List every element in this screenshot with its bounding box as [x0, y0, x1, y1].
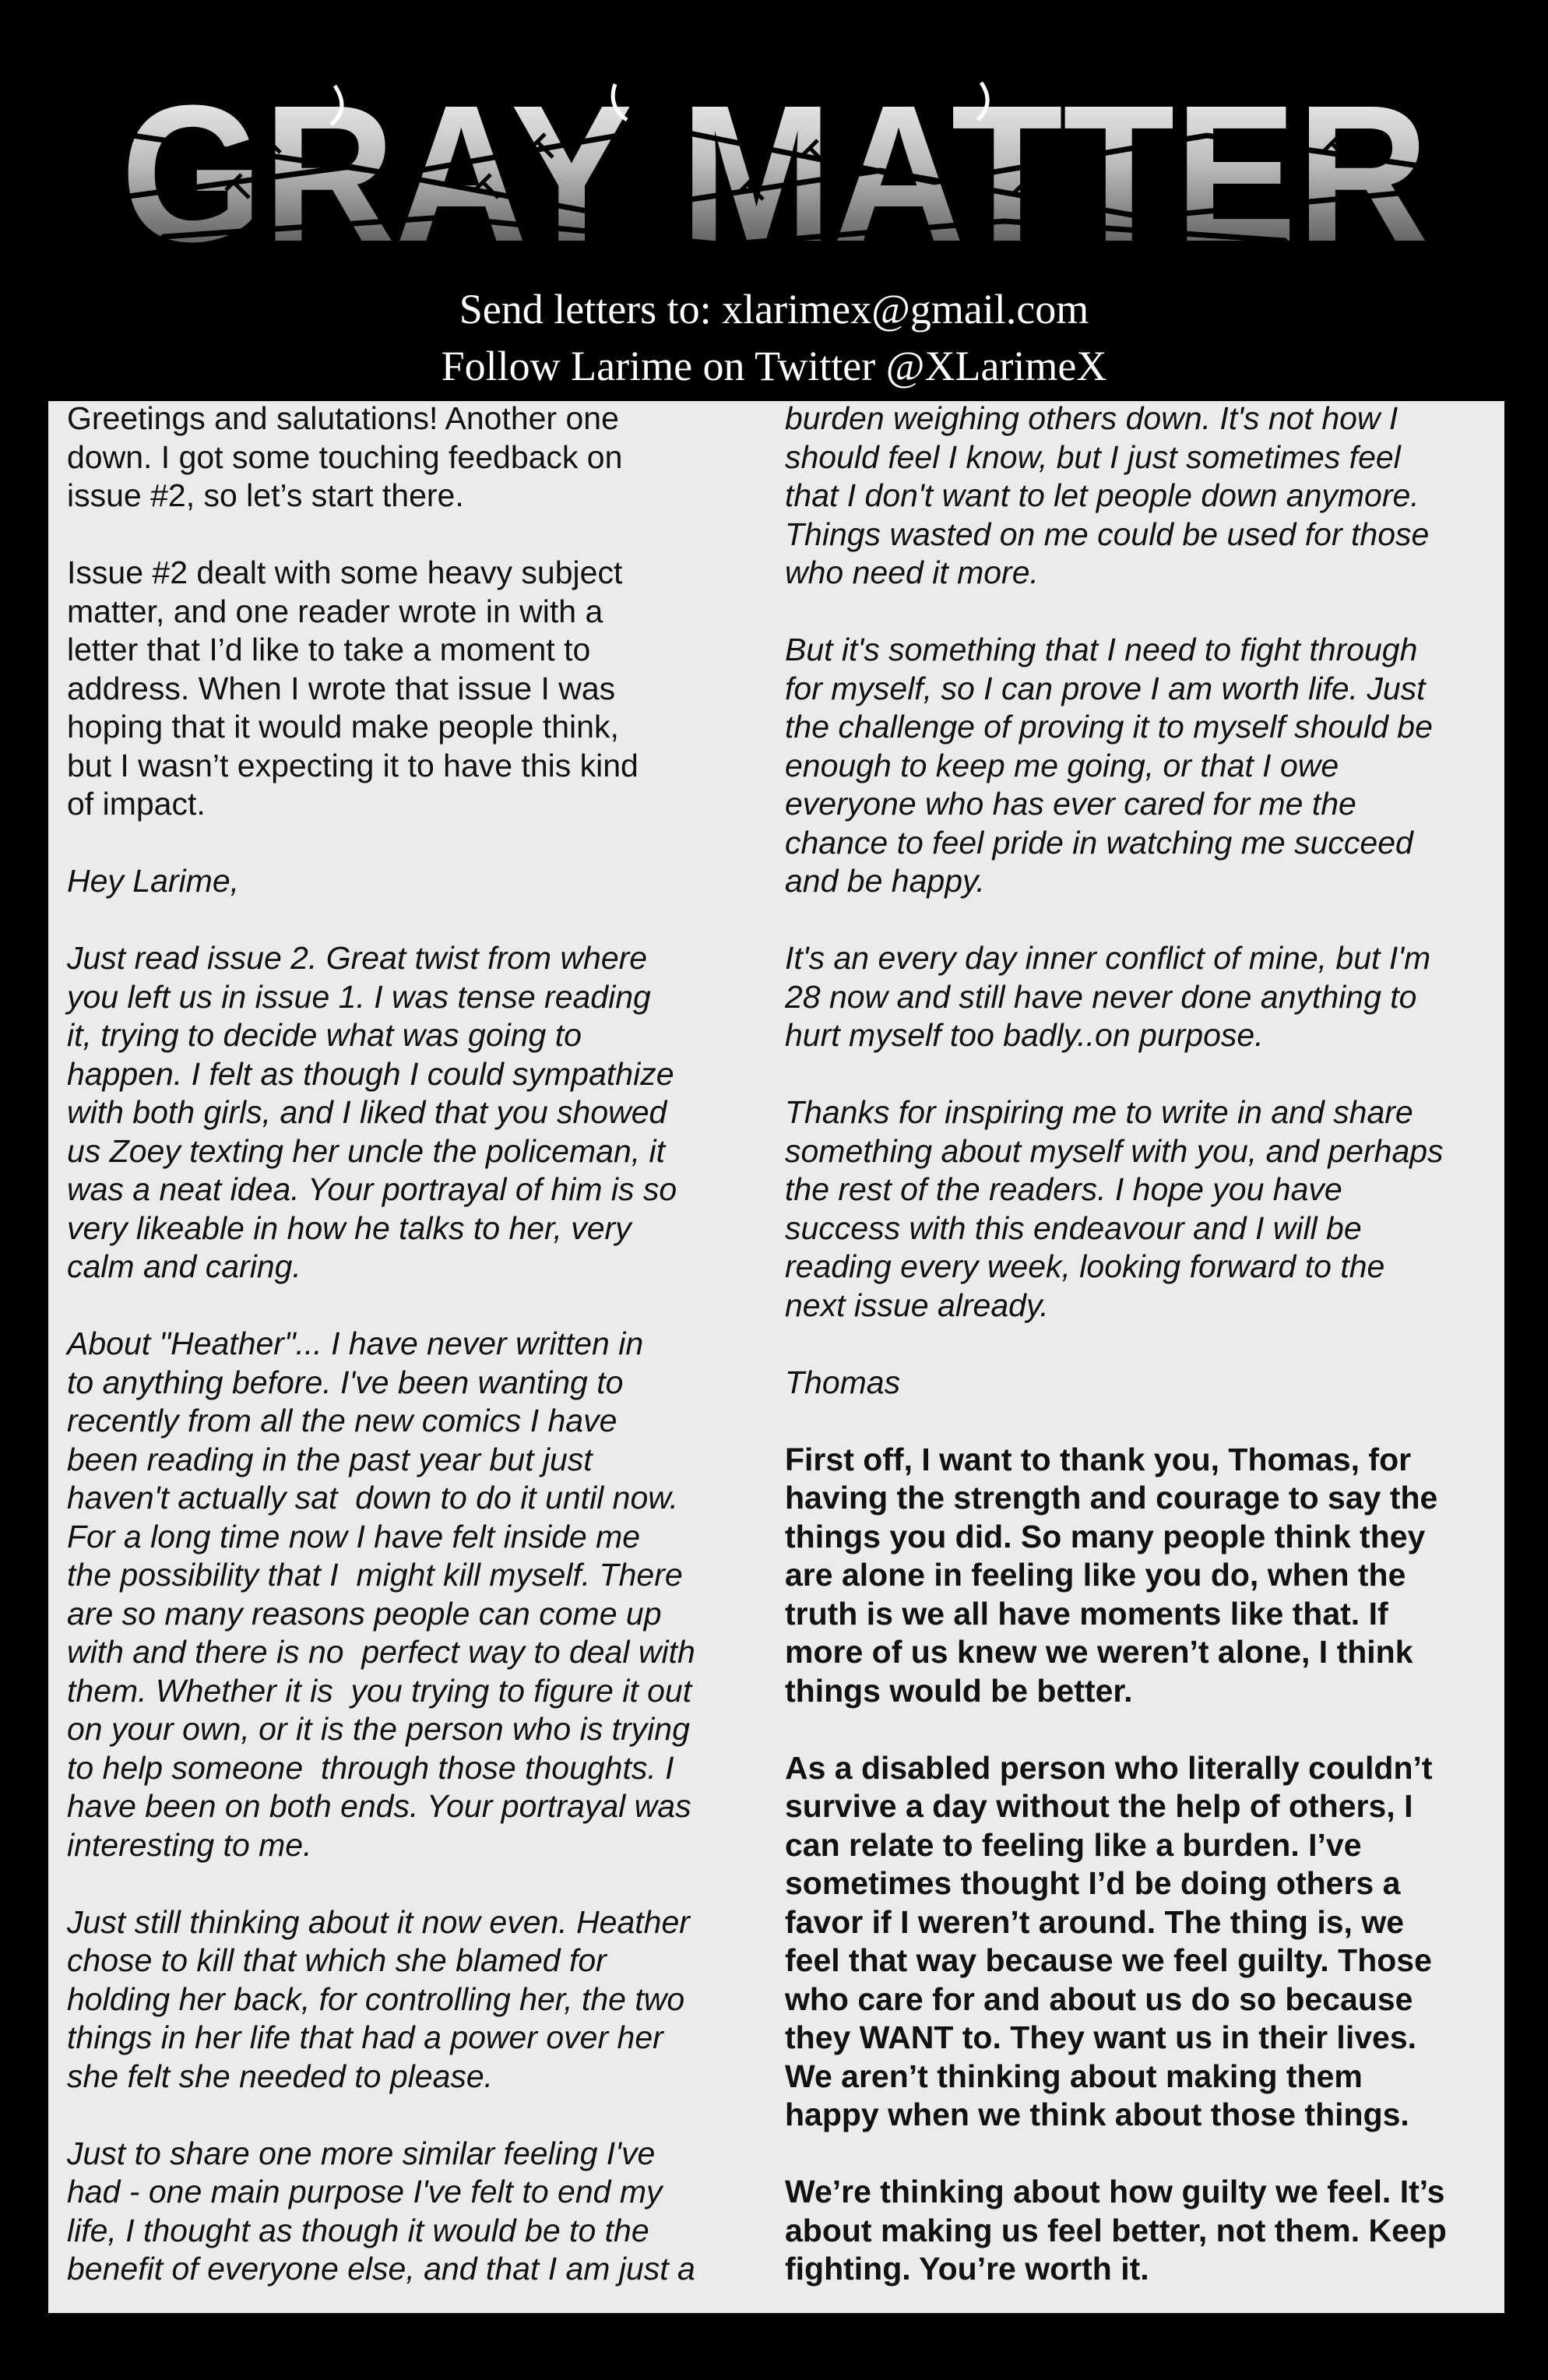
gray-matter-logo: [117, 81, 1433, 260]
right-column: [785, 401, 1486, 2289]
masthead: [0, 0, 1548, 405]
letter-paragraph: Just to share one more similar feeling I've had - one main purpose I've felt to end my life, I thought as though it would be to the benefit of everyone else, and that I am just a: [67, 2135, 695, 2287]
send-letters-line: Send letters to: xlarimex@gmail.com: [459, 286, 1089, 333]
intro-paragraph: Issue #2 dealt with some heavy subject matter, and one reader wrote in with a letter that I’d like to take a moment to address. When I wrote that issue I was hoping that it would make people think, but I wasn’t expecting it to have this kind of impact.: [67, 555, 639, 822]
intro-paragraph: Greetings and salutations! Another one down. I got some touching feedback on issue #2, so let’s start there.: [67, 400, 623, 513]
letter-paragraph: Thomas: [785, 1364, 901, 1400]
reply-paragraph: We’re thinking about how guilty we feel. It’s about making us feel better, not them. Keep fighting. You’re worth it.: [785, 2174, 1447, 2287]
letter-paragraph: burden weighing others down. It's not how I should feel I know, but I just sometimes feel that I don't want to let people down anymore. Things wasted on me could be used for those who need it more.: [785, 400, 1430, 590]
title-logo: [117, 81, 1433, 260]
letters-panel: [48, 401, 1504, 2313]
letter-paragraph: Hey Larime,: [67, 863, 240, 899]
left-column: [67, 401, 776, 2289]
letter-paragraph: Thanks for inspiring me to write in and share something about myself with you, and perhaps the rest of the readers. I hope you have success with this endeavour and I will be reading every week, looking forward to the next issue already.: [785, 1094, 1444, 1323]
twitter-follow-line: Follow Larime on Twitter @XLarimeX: [441, 343, 1107, 389]
letter-paragraph: About "Heather"... I have never written in to anything before. I've been wanting to recently from all the new comics I have been reading in the past year but just haven't actually sat down to do it until now. For a long time now I have felt inside me the possibility that I might kill myself. There are so many reasons people can come up with and there is no perfect way to deal with them. Whether it is you trying to figure it out on your own, or it is the person who is trying to help someone through those thoughts. I have been on both ends. Your portrayal was interesting to me.: [67, 1326, 695, 1863]
logo-text: GRAY MATTER: [121, 81, 1429, 260]
reply-paragraph: As a disabled person who literally couldn’t survive a day without the help of others, I can relate to feeling like a burden. I’ve sometimes thought I’d be doing others a favor if I weren’t around. The thing is, we feel that way because we feel guilty. Those who care for and about us do so because they WANT to. They want us in their lives. We aren’t thinking about making them happy when we think about those things.: [785, 1749, 1433, 2132]
letter-paragraph: Just read issue 2. Great twist from where you left us in issue 1. I was tense reading it, trying to decide what was going to happen. I felt as though I could sympathize with both girls, and I liked that you showed us Zoey texting her uncle the policeman, it was a neat idea. Your portrayal of him is so very likeable in how he talks to her, very calm and caring.: [67, 940, 677, 1284]
reply-paragraph: First off, I want to thank you, Thomas, for having the strength and courage to say the things you did. So many people think they are alone in feeling like you do, when the truth is we all have moments like that. If more of us knew we weren’t alone, I think things would be better.: [785, 1441, 1438, 1709]
letter-paragraph: Just still thinking about it now even. Heather chose to kill that which she blamed for holding her back, for controlling her, the two things in her life that had a power over her she felt she needed to please.: [67, 1903, 690, 2094]
letter-paragraph: It's an every day inner conflict of mine, but I'm 28 now and still have never done anything to hurt myself too badly..on purpose.: [785, 940, 1431, 1053]
letter-paragraph: But it's something that I need to fight through for myself, so I can prove I am worth life. Just the challenge of proving it to myself should be enough to keep me going, or that I owe everyone who has ever cared for me the chance to feel pride in watching me succeed and be happy.: [785, 632, 1433, 899]
